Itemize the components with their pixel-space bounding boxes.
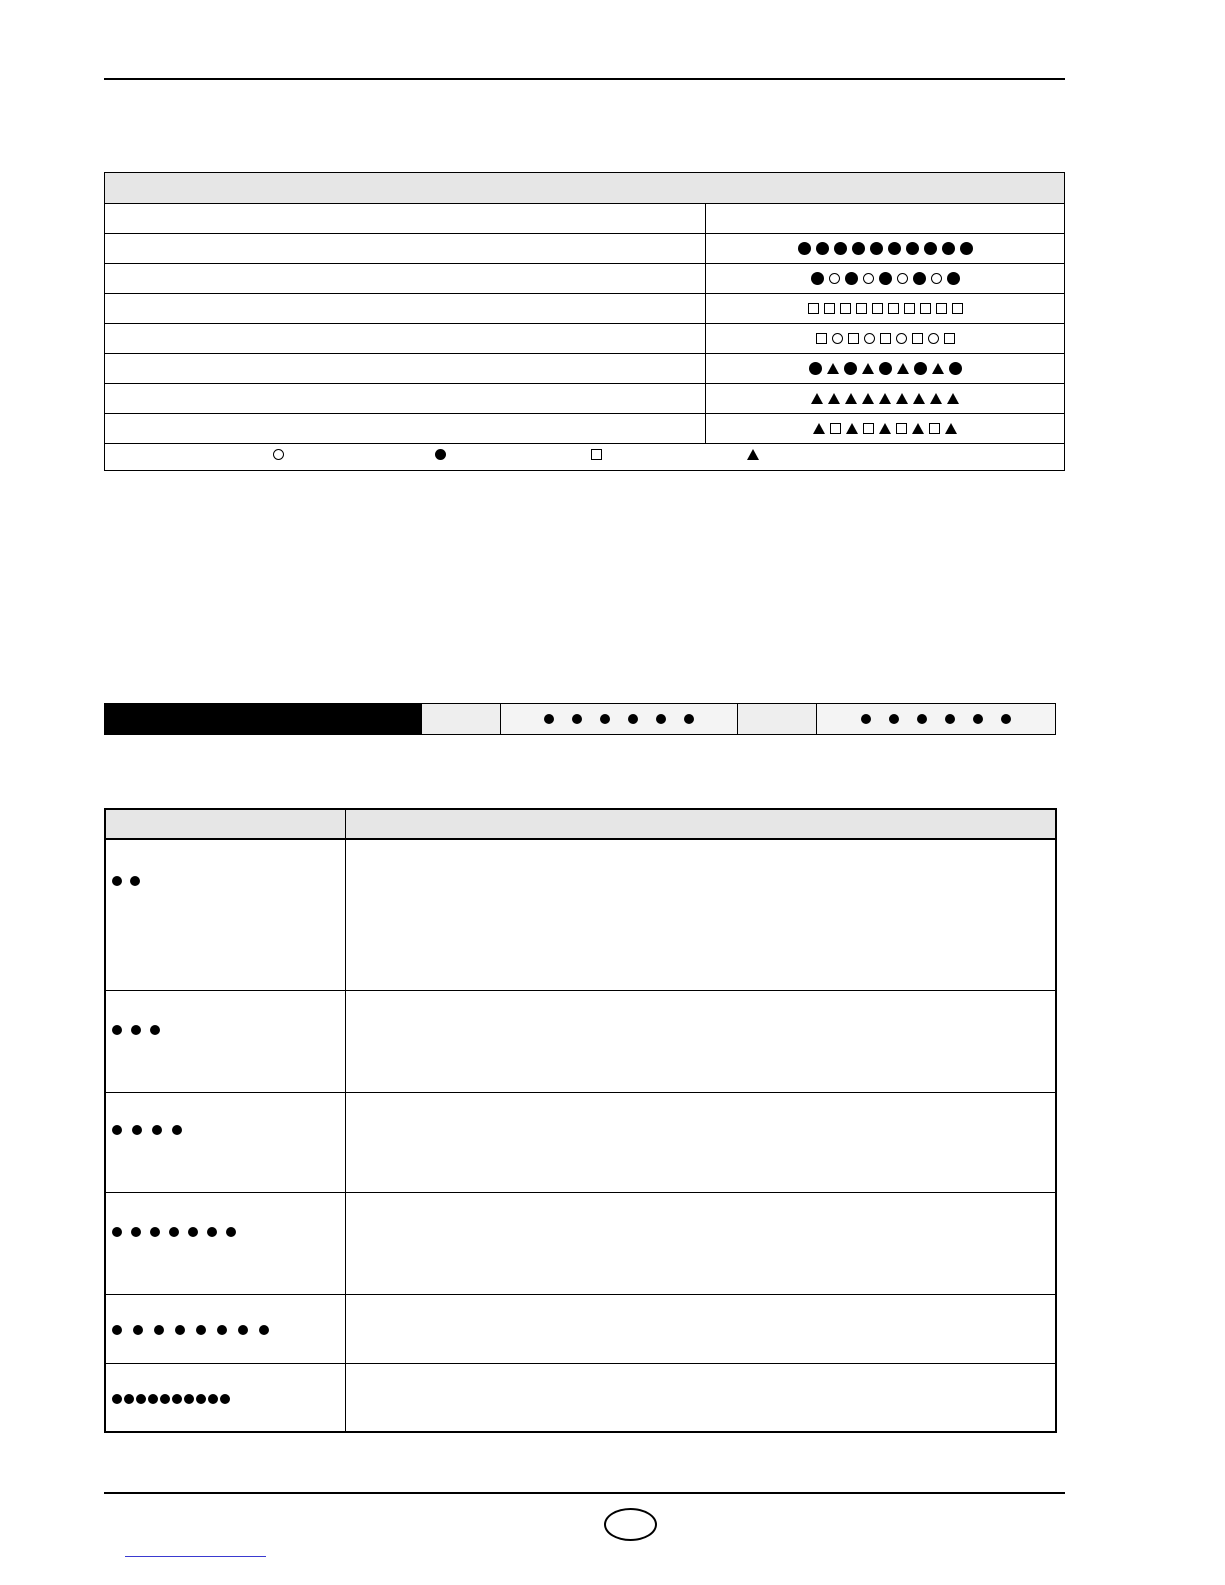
strip-dots-a bbox=[501, 704, 738, 735]
table-header bbox=[105, 809, 1056, 839]
filled-circle-icon bbox=[811, 272, 824, 285]
page-number-badge bbox=[604, 1508, 657, 1541]
dot-icon bbox=[133, 1325, 143, 1335]
dot-icon bbox=[160, 1394, 170, 1404]
dot-icon bbox=[544, 714, 554, 724]
symbol-legend bbox=[105, 444, 1065, 471]
open-circle-icon bbox=[863, 273, 874, 284]
open-circle-icon bbox=[896, 333, 907, 344]
dot-icon bbox=[150, 1025, 160, 1035]
open-square-icon bbox=[830, 423, 841, 434]
dot-icon bbox=[175, 1325, 185, 1335]
filled-triangle-icon bbox=[947, 393, 959, 404]
row-pattern-cell bbox=[706, 294, 1065, 324]
filled-circle-icon bbox=[845, 272, 858, 285]
row-label-cell bbox=[105, 414, 706, 444]
table-row bbox=[105, 234, 1065, 264]
filled-circle-icon bbox=[844, 362, 857, 375]
dot-icon bbox=[136, 1394, 146, 1404]
open-square-icon bbox=[840, 303, 851, 314]
open-circle-icon bbox=[928, 333, 939, 344]
table-row bbox=[105, 991, 1056, 1093]
strip-black-block bbox=[105, 704, 422, 735]
table-row bbox=[105, 839, 1056, 991]
dot-pattern-table bbox=[104, 808, 1057, 1433]
filled-triangle-icon bbox=[862, 363, 874, 374]
row-label-cell bbox=[105, 294, 706, 324]
row-pattern-cell bbox=[706, 264, 1065, 294]
table-row bbox=[105, 384, 1065, 414]
dot-icon bbox=[220, 1394, 230, 1404]
dot-icon bbox=[208, 1394, 218, 1404]
dot-pattern-cell bbox=[105, 1364, 345, 1433]
dot-icon bbox=[226, 1227, 236, 1237]
table-row bbox=[105, 1093, 1056, 1193]
open-square-icon bbox=[912, 333, 923, 344]
table-header bbox=[105, 173, 1065, 204]
open-square-icon bbox=[896, 423, 907, 434]
description-cell bbox=[345, 1364, 1056, 1433]
dot-icon bbox=[169, 1227, 179, 1237]
open-square-icon bbox=[952, 303, 963, 314]
dot-icon bbox=[112, 876, 122, 886]
dot-icon bbox=[1001, 714, 1011, 724]
filled-circle-icon bbox=[879, 272, 892, 285]
open-square-icon bbox=[929, 423, 940, 434]
open-square-icon bbox=[904, 303, 915, 314]
filled-circle-icon bbox=[870, 242, 883, 255]
open-circle-icon bbox=[832, 333, 843, 344]
table-row bbox=[105, 324, 1065, 354]
dot-icon bbox=[188, 1227, 198, 1237]
description-cell bbox=[345, 1193, 1056, 1295]
description-cell bbox=[345, 839, 1056, 991]
row-pattern-cell bbox=[706, 324, 1065, 354]
filled-triangle-icon bbox=[879, 423, 891, 434]
footer-rule bbox=[104, 1492, 1065, 1494]
dot-icon bbox=[917, 714, 927, 724]
row-label-cell bbox=[105, 384, 706, 414]
dot-icon bbox=[207, 1227, 217, 1237]
open-square-icon bbox=[880, 333, 891, 344]
dot-icon bbox=[112, 1025, 122, 1035]
open-square-icon bbox=[863, 423, 874, 434]
filled-triangle-icon bbox=[828, 393, 840, 404]
description-cell bbox=[345, 1093, 1056, 1193]
header-rule bbox=[104, 78, 1065, 80]
table-row bbox=[105, 1364, 1056, 1433]
filled-circle-icon bbox=[435, 449, 446, 460]
open-circle-icon bbox=[897, 273, 908, 284]
filled-triangle-icon bbox=[879, 393, 891, 404]
filled-circle-icon bbox=[906, 242, 919, 255]
dot-icon bbox=[973, 714, 983, 724]
description-cell bbox=[345, 991, 1056, 1093]
dot-icon bbox=[131, 1227, 141, 1237]
dot-icon bbox=[130, 876, 140, 886]
dot-icon bbox=[150, 1227, 160, 1237]
dot-icon bbox=[196, 1394, 206, 1404]
filled-circle-icon bbox=[914, 362, 927, 375]
dot-icon bbox=[656, 714, 666, 724]
table-row bbox=[105, 294, 1065, 324]
filled-circle-icon bbox=[809, 362, 822, 375]
dot-icon bbox=[184, 1394, 194, 1404]
dot-icon bbox=[217, 1325, 227, 1335]
filled-triangle-icon bbox=[747, 449, 759, 460]
open-square-icon bbox=[856, 303, 867, 314]
row-label-cell bbox=[105, 234, 706, 264]
filled-triangle-icon bbox=[930, 393, 942, 404]
row-pattern-cell bbox=[706, 354, 1065, 384]
open-square-icon bbox=[808, 303, 819, 314]
strip-cell bbox=[738, 704, 817, 735]
filled-triangle-icon bbox=[827, 363, 839, 374]
footer-link[interactable] bbox=[125, 1556, 266, 1557]
row-pattern-cell bbox=[706, 234, 1065, 264]
table-row bbox=[105, 1193, 1056, 1295]
dot-pattern-cell bbox=[105, 1295, 345, 1364]
dot-icon bbox=[112, 1394, 122, 1404]
dot-icon bbox=[861, 714, 871, 724]
dot-icon bbox=[945, 714, 955, 724]
dot-icon bbox=[154, 1325, 164, 1335]
table-row bbox=[105, 1295, 1056, 1364]
filled-triangle-icon bbox=[932, 363, 944, 374]
dot-pattern-cell bbox=[105, 839, 345, 991]
table-row bbox=[105, 264, 1065, 294]
filled-circle-icon bbox=[816, 242, 829, 255]
dot-icon bbox=[112, 1125, 122, 1135]
filled-triangle-icon bbox=[845, 393, 857, 404]
filled-circle-icon bbox=[852, 242, 865, 255]
dot-pattern-cell bbox=[105, 991, 345, 1093]
indicator-strip bbox=[104, 703, 1056, 735]
dot-icon bbox=[112, 1227, 122, 1237]
dot-icon bbox=[124, 1394, 134, 1404]
filled-circle-icon bbox=[924, 242, 937, 255]
dot-icon bbox=[172, 1125, 182, 1135]
filled-triangle-icon bbox=[945, 423, 957, 434]
row-label-cell bbox=[105, 324, 706, 354]
dot-icon bbox=[196, 1325, 206, 1335]
open-square-icon bbox=[816, 333, 827, 344]
dot-icon bbox=[172, 1394, 182, 1404]
open-square-icon bbox=[848, 333, 859, 344]
open-square-icon bbox=[944, 333, 955, 344]
dot-icon bbox=[572, 714, 582, 724]
table-row bbox=[105, 354, 1065, 384]
table-row bbox=[105, 414, 1065, 444]
filled-circle-icon bbox=[834, 242, 847, 255]
filled-circle-icon bbox=[947, 272, 960, 285]
open-square-icon bbox=[888, 303, 899, 314]
open-square-icon bbox=[936, 303, 947, 314]
row-label-cell bbox=[105, 354, 706, 384]
filled-circle-icon bbox=[949, 362, 962, 375]
filled-triangle-icon bbox=[846, 423, 858, 434]
filled-circle-icon bbox=[942, 242, 955, 255]
dot-icon bbox=[238, 1325, 248, 1335]
open-circle-icon bbox=[829, 273, 840, 284]
strip-cell bbox=[422, 704, 501, 735]
row-pattern-cell bbox=[706, 414, 1065, 444]
dot-icon bbox=[684, 714, 694, 724]
open-square-icon bbox=[920, 303, 931, 314]
indicator-pattern-table bbox=[104, 172, 1065, 471]
description-cell bbox=[345, 1295, 1056, 1364]
dot-icon bbox=[148, 1394, 158, 1404]
filled-circle-icon bbox=[960, 242, 973, 255]
open-circle-icon bbox=[273, 449, 284, 460]
open-square-icon bbox=[591, 449, 602, 460]
filled-circle-icon bbox=[913, 272, 926, 285]
filled-triangle-icon bbox=[897, 363, 909, 374]
filled-circle-icon bbox=[798, 242, 811, 255]
filled-triangle-icon bbox=[811, 393, 823, 404]
dot-icon bbox=[628, 714, 638, 724]
dot-pattern-cell bbox=[105, 1093, 345, 1193]
dot-icon bbox=[132, 1125, 142, 1135]
row-label-cell bbox=[105, 264, 706, 294]
dot-icon bbox=[131, 1025, 141, 1035]
filled-triangle-icon bbox=[862, 393, 874, 404]
dot-pattern-cell bbox=[105, 1193, 345, 1295]
filled-triangle-icon bbox=[896, 393, 908, 404]
open-circle-icon bbox=[931, 273, 942, 284]
dot-icon bbox=[112, 1325, 122, 1335]
open-square-icon bbox=[872, 303, 883, 314]
filled-triangle-icon bbox=[813, 423, 825, 434]
filled-triangle-icon bbox=[912, 423, 924, 434]
filled-circle-icon bbox=[879, 362, 892, 375]
dot-icon bbox=[259, 1325, 269, 1335]
dot-icon bbox=[600, 714, 610, 724]
filled-circle-icon bbox=[888, 242, 901, 255]
dot-icon bbox=[152, 1125, 162, 1135]
table-subheader bbox=[105, 204, 1065, 234]
dot-icon bbox=[889, 714, 899, 724]
row-pattern-cell bbox=[706, 384, 1065, 414]
filled-triangle-icon bbox=[913, 393, 925, 404]
strip-dots-b bbox=[817, 704, 1056, 735]
open-circle-icon bbox=[864, 333, 875, 344]
open-square-icon bbox=[824, 303, 835, 314]
